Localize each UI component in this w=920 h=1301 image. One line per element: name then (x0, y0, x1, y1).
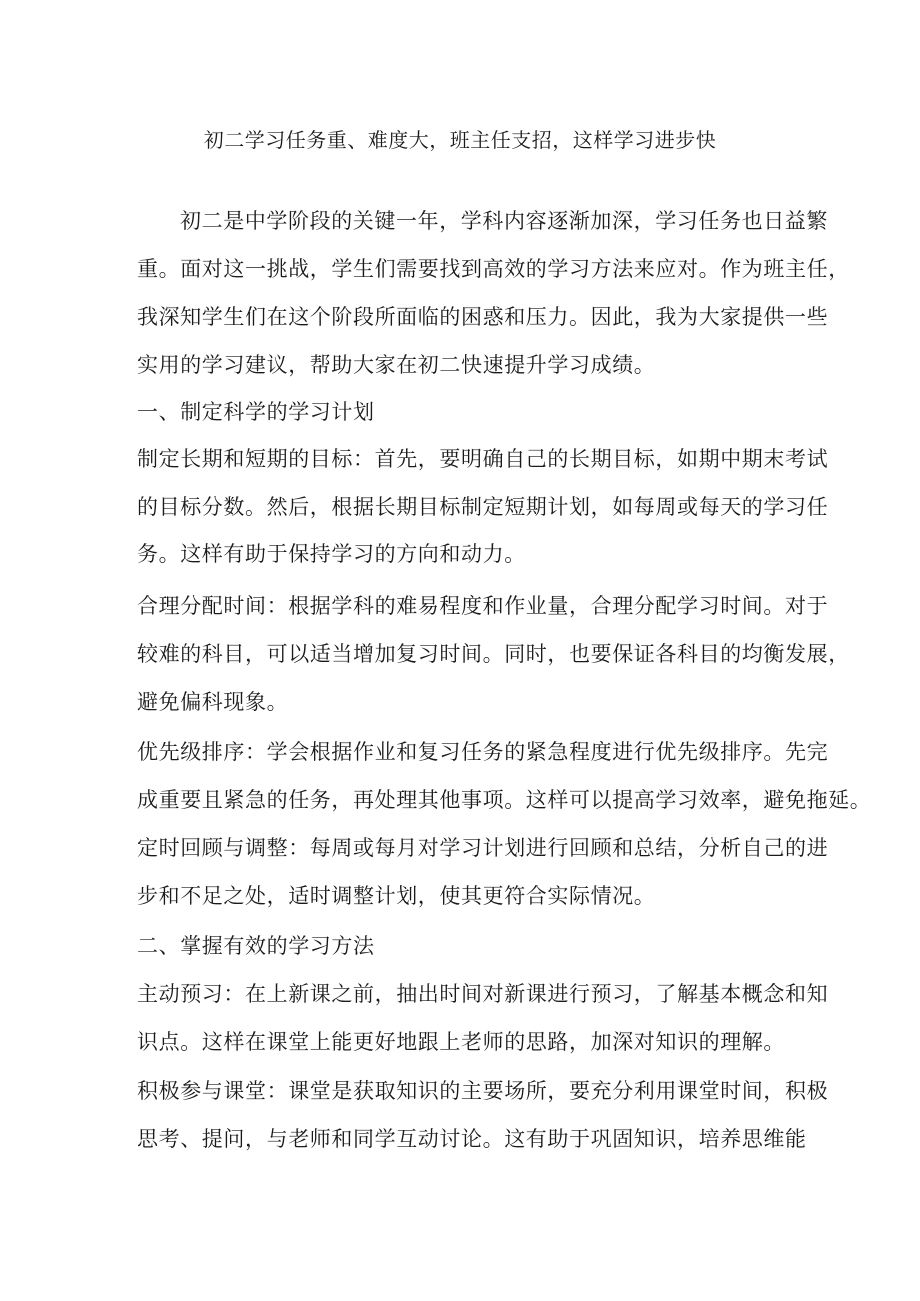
paragraph-line: 初二是中学阶段的关键一年，学科内容逐渐加深，学习任务也日益繁 (180, 209, 828, 233)
paragraph-line: 避免偏科现象。 (137, 690, 289, 714)
paragraph-line: 我深知学生们在这个阶段所面临的困惑和压力。因此，我为大家提供一些 (137, 305, 829, 329)
document-title: 初二学习任务重、难度大，班主任支招，这样学习进步快 (203, 128, 717, 152)
paragraph-line: 重。面对这一挑战，学生们需要找到高效的学习方法来应对。作为班主任， (137, 257, 850, 281)
paragraph-line: 优先级排序：学会根据作业和复习任务的紧急程度进行优先级排序。先完 (137, 740, 829, 764)
section-heading: 一、制定科学的学习计划 (137, 400, 375, 424)
paragraph-line: 主动预习：在上新课之前，抽出时间对新课进行预习，了解基本概念和知 (137, 982, 829, 1006)
paragraph-line: 实用的学习建议，帮助大家在初二快速提升学习成绩。 (137, 353, 656, 377)
paragraph-line: 步和不足之处，适时调整计划，使其更符合实际情况。 (137, 884, 656, 908)
paragraph-line: 务。这样有助于保持学习的方向和动力。 (137, 542, 526, 566)
paragraph-line: 较难的科目，可以适当增加复习时间。同时，也要保证各科目的均衡发展， (137, 642, 850, 666)
paragraph-line: 合理分配时间：根据学科的难易程度和作业量，合理分配学习时间。对于 (137, 594, 829, 618)
paragraph-line: 的目标分数。然后，根据长期目标制定短期计划，如每周或每天的学习任 (137, 495, 829, 519)
section-heading: 二、掌握有效的学习方法 (137, 934, 375, 958)
paragraph-line: 积极参与课堂：课堂是获取知识的主要场所，要充分利用课堂时间，积极 (137, 1079, 829, 1103)
paragraph-line: 制定长期和短期的目标：首先，要明确自己的长期目标，如期中期末考试 (137, 447, 829, 471)
paragraph-line: 定时回顾与调整：每周或每月对学习计划进行回顾和总结，分析自己的进 (137, 836, 829, 860)
paragraph-line: 识点。这样在课堂上能更好地跟上老师的思路，加深对知识的理解。 (137, 1030, 785, 1054)
paragraph-line: 思考、提问，与老师和同学互动讨论。这有助于巩固知识，培养思维能 (137, 1127, 807, 1151)
paragraph-line: 成重要且紧急的任务，再处理其他事项。这样可以提高学习效率，避免拖延。 (137, 788, 872, 812)
